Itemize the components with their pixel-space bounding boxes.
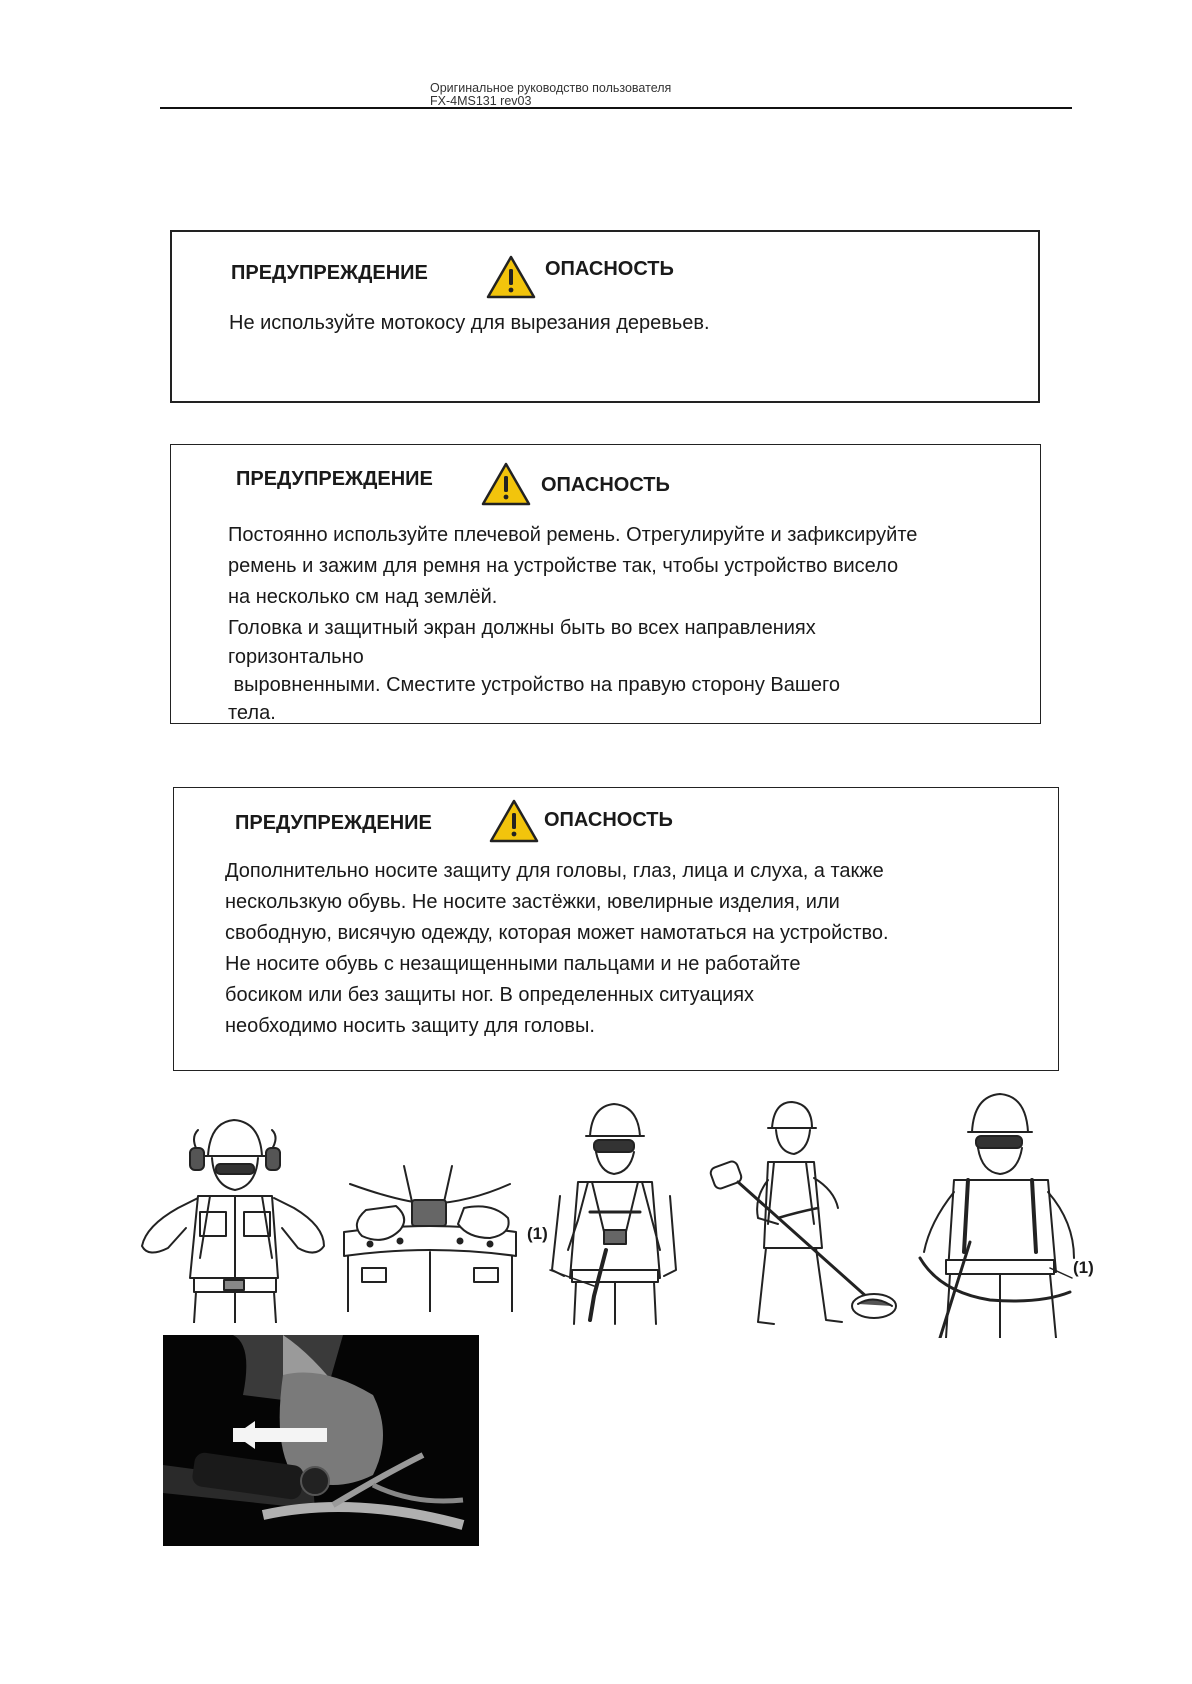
warning-triangle-icon (485, 254, 537, 300)
warning-box-1 (170, 230, 1040, 403)
header-model: FX-4MS131 rev03 (430, 94, 532, 108)
warning-line: босиком или без защиты ног. В определенных ситуациях (225, 984, 755, 1006)
warning-line: горизонтально (228, 646, 364, 668)
danger-label: ОПАСНОСТЬ (544, 809, 673, 831)
warning-label: ПРЕДУПРЕЖДЕНИЕ (236, 468, 433, 490)
warning-triangle-icon (488, 798, 540, 844)
warning-label: ПРЕДУПРЕЖДЕНИЕ (231, 262, 428, 284)
figure-operator-harness (910, 1092, 1080, 1338)
warning-box-3 (173, 787, 1059, 1071)
photo-branch-cutting (163, 1335, 479, 1546)
warning-line: выровненными. Сместите устройство на правую сторону Вашего (228, 674, 841, 696)
warning-line: Не носите обувь с незащищенными пальцами и не работайте (225, 953, 801, 975)
header-title: Оригинальное руководство пользователя (430, 81, 672, 95)
photo-scene (163, 1335, 479, 1546)
warning-line: нескользкую обувь. Не носите застёжки, ювелирные изделия, или (225, 891, 840, 913)
callout-clip-label: (1) (527, 1224, 548, 1243)
figure-belt-adjust (340, 1162, 520, 1312)
warning-line: свободную, висячую одежду, которая может намотаться на устройство. (225, 922, 889, 944)
warning-line: Головка и защитный экран должны быть во всех направлениях (228, 617, 816, 639)
warning-line: необходимо носить защиту для головы. (225, 1015, 595, 1037)
warning-triangle-icon (480, 461, 532, 507)
warning-box-2 (170, 444, 1041, 724)
warning-text (228, 520, 917, 727)
warning-line: Постоянно используйте плечевой ремень. Отрегулируйте и зафиксируйте (228, 524, 918, 546)
figure-ear-protection (138, 1108, 328, 1323)
warning-line: ремень и зажим для ремня на устройстве так, чтобы устройство висело (228, 555, 899, 577)
figure-harness-front (548, 1100, 678, 1328)
page-header (430, 82, 850, 108)
header-divider (160, 107, 1072, 109)
warning-line: тела. (228, 702, 276, 724)
danger-label: ОПАСНОСТЬ (541, 474, 670, 496)
warning-label: ПРЕДУПРЕЖДЕНИЕ (235, 812, 432, 834)
warning-line: Не используйте мотокосу для вырезания деревьев. (229, 312, 710, 334)
warning-line: Дополнительно носите защиту для головы, глаз, лица и слуха, а также (225, 860, 884, 882)
warning-line: на несколько см над землёй. (228, 586, 498, 608)
callout-harness-label: (1) (1073, 1258, 1094, 1277)
warning-text (229, 308, 710, 338)
danger-label: ОПАСНОСТЬ (545, 258, 674, 280)
figure-operator-side (698, 1098, 908, 1336)
warning-text (225, 856, 889, 1042)
